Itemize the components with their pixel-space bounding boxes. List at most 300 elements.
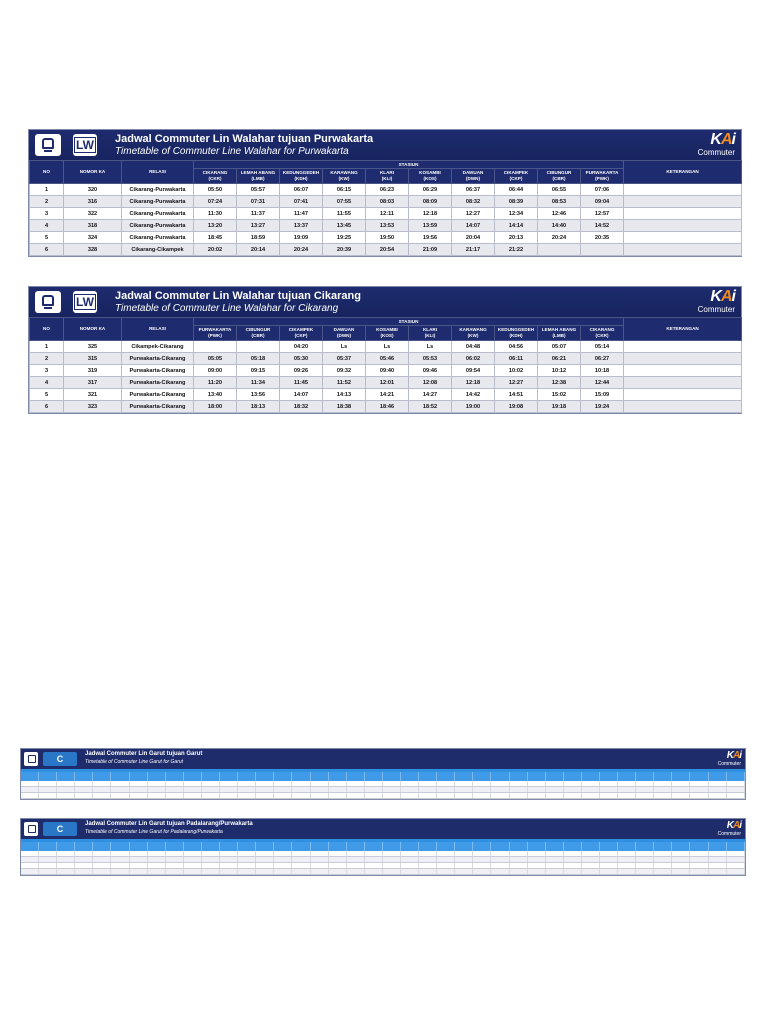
small-cell: [93, 787, 111, 792]
small-header-cell: [21, 772, 39, 781]
cell-time: 04:48: [452, 341, 495, 353]
cell-relasi: Purwakarta-Cikarang: [122, 365, 194, 377]
small-cell: [672, 793, 690, 798]
small-cell: [75, 781, 93, 786]
small-cell: [528, 793, 546, 798]
small-cell: [690, 869, 708, 874]
header-station: KEDUNGGEDEH (KDH): [495, 326, 538, 341]
small-cell: [220, 787, 238, 792]
cell-time: 14:52: [581, 220, 624, 232]
small-cell: [600, 857, 618, 862]
cell-time: Ls: [323, 341, 366, 353]
small-cell: [329, 793, 347, 798]
small-cell: [510, 863, 528, 868]
cell-time: 18:32: [280, 401, 323, 413]
small-cell: [39, 857, 57, 862]
cell-time: 19:08: [495, 401, 538, 413]
cell-time: 09:54: [452, 365, 495, 377]
small-cell: [727, 851, 745, 856]
small-cell: [528, 857, 546, 862]
small-cell: [75, 787, 93, 792]
small-cell: [111, 781, 129, 786]
small-header-cell: [546, 842, 564, 851]
cell-time: 06:44: [495, 184, 538, 196]
small-cell: [600, 793, 618, 798]
cell-no: 6: [30, 401, 64, 413]
small-cell: [419, 863, 437, 868]
small-cell: [347, 869, 365, 874]
header-station: CIBUNGUR (CBR): [237, 326, 280, 341]
small-cell: [383, 781, 401, 786]
cell-keterangan: [624, 220, 742, 232]
timetable-title: Jadwal Commuter Lin Walahar tujuan Cikarang: [115, 290, 361, 302]
cell-time: 13:37: [280, 220, 323, 232]
small-cell: [419, 851, 437, 856]
small-cell: [130, 787, 148, 792]
cell-relasi: Purwakarta-Cikarang: [122, 389, 194, 401]
small-header-cell: [93, 772, 111, 781]
cell-relasi: Cikarang-Purwakarta: [122, 196, 194, 208]
small-cell: [690, 781, 708, 786]
small-cell: [202, 781, 220, 786]
cell-time: 14:13: [323, 389, 366, 401]
small-cell: [618, 863, 636, 868]
small-header-cell: [184, 842, 202, 851]
cell-time: 13:20: [194, 220, 237, 232]
cell-nomor-ka: 319: [64, 365, 122, 377]
table-row: [30, 353, 742, 365]
small-cell: [582, 869, 600, 874]
small-cell: [130, 851, 148, 856]
small-cell: [654, 781, 672, 786]
small-cell: [39, 851, 57, 856]
cell-time: 12:18: [409, 208, 452, 220]
cell-time: 19:25: [323, 232, 366, 244]
small-cell: [618, 857, 636, 862]
small-cell: [184, 851, 202, 856]
small-header-cell: [455, 842, 473, 851]
small-header-cell: [618, 772, 636, 781]
cell-time: 13:53: [366, 220, 409, 232]
small-timetable-subtitle: Timetable of Commuter Line Garut for Padalarang/Purwakarta: [85, 829, 223, 835]
small-header-cell: [111, 842, 129, 851]
cell-time: 06:37: [452, 184, 495, 196]
cell-time: 19:00: [452, 401, 495, 413]
cell-time: 12:01: [366, 377, 409, 389]
header-station: DAWUAN (DWN): [452, 169, 495, 184]
small-cell: [292, 869, 310, 874]
header-station: CIKAMPEK (CKP): [495, 169, 538, 184]
small-cell: [311, 793, 329, 798]
small-cell: [491, 781, 509, 786]
cell-keterangan: [624, 184, 742, 196]
small-cell: [329, 857, 347, 862]
small-cell: [600, 863, 618, 868]
small-cell: [727, 787, 745, 792]
small-header-cell: [148, 842, 166, 851]
header-relasi: RELASI: [122, 161, 194, 184]
header-no: NO: [30, 161, 64, 184]
cell-time: 20:13: [495, 232, 538, 244]
small-cell: [256, 851, 274, 856]
timetable-subtitle: Timetable of Commuter Line Walahar for Cikarang: [115, 303, 339, 314]
small-header-row: [21, 772, 745, 781]
cell-no: 1: [30, 184, 64, 196]
cell-time: 12:57: [581, 208, 624, 220]
cell-keterangan: [624, 377, 742, 389]
small-cell: [202, 793, 220, 798]
small-cell: [564, 857, 582, 862]
cell-time: 04:56: [495, 341, 538, 353]
cell-time: [581, 244, 624, 256]
cell-time: 14:07: [280, 389, 323, 401]
cell-time: 11:55: [323, 208, 366, 220]
small-timetable-garut: [20, 748, 746, 800]
timetable-grid: [29, 317, 742, 413]
small-cell: [690, 857, 708, 862]
small-cell: [329, 787, 347, 792]
small-cell: [21, 857, 39, 862]
small-header-cell: [709, 842, 727, 851]
small-cell: [21, 851, 39, 856]
small-header-cell: [546, 772, 564, 781]
cell-nomor-ka: 328: [64, 244, 122, 256]
cell-nomor-ka: 322: [64, 208, 122, 220]
small-cell: [75, 793, 93, 798]
kai-commuter-logo: KAi Commuter: [697, 288, 735, 314]
small-cell: [636, 863, 654, 868]
small-cell: [39, 863, 57, 868]
small-cell: [510, 851, 528, 856]
small-cell: [220, 869, 238, 874]
small-cell: [274, 857, 292, 862]
small-cell: [347, 857, 365, 862]
small-timetable-padalarang: [20, 818, 746, 876]
header-station: PURWAKARTA (PWK): [194, 326, 237, 341]
small-header-cell: [184, 772, 202, 781]
cell-keterangan: [624, 365, 742, 377]
small-cell: [365, 851, 383, 856]
small-cell: [473, 781, 491, 786]
small-cell: [111, 851, 129, 856]
small-cell: [311, 781, 329, 786]
small-cell: [419, 787, 437, 792]
cell-time: 08:03: [366, 196, 409, 208]
cell-time: 20:24: [280, 244, 323, 256]
small-header-cell: [528, 842, 546, 851]
small-cell: [600, 851, 618, 856]
small-cell: [93, 781, 111, 786]
cell-time: 20:35: [581, 232, 624, 244]
small-cell: [274, 851, 292, 856]
kai-commuter-logo: KAi Commuter: [697, 131, 735, 157]
cell-time: 06:11: [495, 353, 538, 365]
small-cell: [256, 781, 274, 786]
cell-time: 08:39: [495, 196, 538, 208]
header-stasiun: STASIUN: [194, 318, 624, 326]
cell-time: 14:14: [495, 220, 538, 232]
cell-time: 12:11: [366, 208, 409, 220]
small-header-cell: [75, 772, 93, 781]
header-station: KARAWANG (KW): [323, 169, 366, 184]
cell-time: 09:15: [237, 365, 280, 377]
small-cell: [57, 781, 75, 786]
small-header-cell: [365, 772, 383, 781]
timetable-purwakarta: [28, 129, 742, 257]
small-cell: [672, 781, 690, 786]
cell-time: 09:46: [409, 365, 452, 377]
cell-nomor-ka: 317: [64, 377, 122, 389]
cell-time: 18:45: [194, 232, 237, 244]
small-cell: [473, 787, 491, 792]
small-cell: [546, 787, 564, 792]
small-cell: [220, 857, 238, 862]
small-header-cell: [329, 772, 347, 781]
small-cell: [21, 787, 39, 792]
small-cell: [365, 781, 383, 786]
cell-no: 2: [30, 353, 64, 365]
small-cell: [618, 793, 636, 798]
small-cell: [690, 787, 708, 792]
small-header-cell: [419, 842, 437, 851]
cell-time: 18:13: [237, 401, 280, 413]
small-cell: [546, 851, 564, 856]
small-cell: [564, 793, 582, 798]
cell-time: 18:00: [194, 401, 237, 413]
small-header-cell: [455, 772, 473, 781]
small-header-cell: [600, 842, 618, 851]
cell-time: 15:02: [538, 389, 581, 401]
cell-time: 05:57: [237, 184, 280, 196]
small-header-cell: [292, 772, 310, 781]
small-cell: [528, 869, 546, 874]
small-cell: [166, 793, 184, 798]
small-cell: [311, 787, 329, 792]
header-nomor-ka: NOMOR KA: [64, 161, 122, 184]
cell-time: 12:27: [495, 377, 538, 389]
small-cell: [21, 793, 39, 798]
cell-relasi: Purwakarta-Cikarang: [122, 377, 194, 389]
cell-keterangan: [624, 353, 742, 365]
small-header-cell: [148, 772, 166, 781]
small-cell: [455, 787, 473, 792]
small-timetable-header: [21, 749, 745, 769]
small-header-cell: [618, 842, 636, 851]
cell-time: 07:31: [237, 196, 280, 208]
small-cell: [636, 787, 654, 792]
small-cell: [256, 863, 274, 868]
cell-relasi: Cikarang-Purwakarta: [122, 208, 194, 220]
header-station: LEMAH ABANG (LMB): [237, 169, 280, 184]
header-keterangan: KETERANGAN: [624, 318, 742, 341]
cell-time: 08:53: [538, 196, 581, 208]
small-cell: [600, 781, 618, 786]
table-row: [21, 869, 745, 875]
small-cell: [238, 863, 256, 868]
cell-time: 20:24: [538, 232, 581, 244]
small-cell: [184, 857, 202, 862]
small-header-cell: [600, 772, 618, 781]
timetable-header: [29, 130, 741, 160]
cell-time: 20:54: [366, 244, 409, 256]
cell-time: 14:27: [409, 389, 452, 401]
cell-keterangan: [624, 208, 742, 220]
small-cell: [202, 851, 220, 856]
cell-time: 13:45: [323, 220, 366, 232]
small-cell: [238, 787, 256, 792]
cell-relasi: Purwakarta-Cikarang: [122, 401, 194, 413]
small-cell: [636, 793, 654, 798]
small-header-row: [21, 842, 745, 851]
small-cell: [455, 781, 473, 786]
small-header-cell: [727, 842, 745, 851]
table-row: [30, 341, 742, 353]
small-cell: [274, 781, 292, 786]
small-cell: [166, 781, 184, 786]
small-header-cell: [311, 772, 329, 781]
small-cell: [582, 787, 600, 792]
small-cell: [383, 857, 401, 862]
header-station: CIKARANG (CKR): [581, 326, 624, 341]
cell-time: 19:56: [409, 232, 452, 244]
small-header-cell: [528, 772, 546, 781]
cell-time: 12:34: [495, 208, 538, 220]
cell-time: 09:04: [581, 196, 624, 208]
cell-time: 20:04: [452, 232, 495, 244]
small-cell: [383, 851, 401, 856]
small-cell: [727, 781, 745, 786]
small-header-cell: [130, 842, 148, 851]
cell-no: 5: [30, 389, 64, 401]
small-cell: [727, 793, 745, 798]
cell-time: 06:07: [280, 184, 323, 196]
timetable-grid: [29, 160, 742, 256]
small-timetable-header: [21, 819, 745, 839]
small-cell: [437, 851, 455, 856]
small-cell: [709, 851, 727, 856]
small-cell: [111, 863, 129, 868]
small-cell: [401, 787, 419, 792]
small-header-cell: [347, 772, 365, 781]
small-cell: [202, 787, 220, 792]
line-badge: LW: [73, 291, 97, 313]
small-cell: [618, 851, 636, 856]
small-cell: [148, 781, 166, 786]
table-row: [30, 232, 742, 244]
table-row: [30, 389, 742, 401]
small-cell: [672, 869, 690, 874]
line-badge: C: [43, 822, 77, 836]
small-cell: [510, 857, 528, 862]
small-cell: [292, 787, 310, 792]
small-header-cell: [672, 772, 690, 781]
cell-time: 11:52: [323, 377, 366, 389]
header-station: CIKARANG (CKR): [194, 169, 237, 184]
cell-time: 09:32: [323, 365, 366, 377]
cell-time: 14:42: [452, 389, 495, 401]
small-cell: [564, 869, 582, 874]
header-station: KLARI (KLI): [366, 169, 409, 184]
small-cell: [39, 787, 57, 792]
small-cell: [582, 857, 600, 862]
small-header-cell: [57, 842, 75, 851]
train-icon: [35, 134, 61, 156]
header-station: CIBUNGUR (CBR): [538, 169, 581, 184]
cell-time: [237, 341, 280, 353]
cell-time: 06:02: [452, 353, 495, 365]
small-header-cell: [582, 842, 600, 851]
train-icon: [24, 752, 38, 766]
header-station: LEMAH ABANG (LMB): [538, 326, 581, 341]
small-cell: [654, 869, 672, 874]
small-header-cell: [473, 842, 491, 851]
small-cell: [57, 787, 75, 792]
cell-time: 12:46: [538, 208, 581, 220]
small-cell: [111, 793, 129, 798]
small-cell: [238, 781, 256, 786]
cell-time: 19:09: [280, 232, 323, 244]
small-header-cell: [437, 842, 455, 851]
small-cell: [473, 857, 491, 862]
small-cell: [57, 869, 75, 874]
small-header-cell: [347, 842, 365, 851]
small-header-cell: [437, 772, 455, 781]
cell-time: [194, 341, 237, 353]
small-cell: [57, 857, 75, 862]
small-header-cell: [329, 842, 347, 851]
cell-time: 08:32: [452, 196, 495, 208]
cell-no: 6: [30, 244, 64, 256]
header-stasiun: STASIUN: [194, 161, 624, 169]
small-cell: [401, 851, 419, 856]
header-station: KEDUNGGEDEH (KDH): [280, 169, 323, 184]
small-cell: [654, 863, 672, 868]
small-cell: [654, 851, 672, 856]
cell-nomor-ka: 316: [64, 196, 122, 208]
small-cell: [57, 793, 75, 798]
small-header-cell: [39, 772, 57, 781]
small-cell: [39, 869, 57, 874]
small-cell: [311, 851, 329, 856]
small-cell: [654, 787, 672, 792]
cell-keterangan: [624, 401, 742, 413]
small-cell: [419, 781, 437, 786]
cell-time: 18:59: [237, 232, 280, 244]
cell-time: 13:40: [194, 389, 237, 401]
small-cell: [564, 863, 582, 868]
header-keterangan: KETERANGAN: [624, 161, 742, 184]
small-cell: [437, 793, 455, 798]
small-cell: [401, 781, 419, 786]
small-header-cell: [256, 772, 274, 781]
cell-time: 05:37: [323, 353, 366, 365]
small-header-cell: [130, 772, 148, 781]
table-row: [30, 184, 742, 196]
small-cell: [582, 793, 600, 798]
small-header-cell: [274, 842, 292, 851]
small-cell: [491, 787, 509, 792]
cell-nomor-ka: 318: [64, 220, 122, 232]
small-cell: [419, 857, 437, 862]
table-row: [21, 793, 745, 799]
small-cell: [21, 781, 39, 786]
small-cell: [419, 869, 437, 874]
small-header-cell: [510, 772, 528, 781]
cell-time: 19:24: [581, 401, 624, 413]
line-badge: LW: [73, 134, 97, 156]
small-cell: [709, 857, 727, 862]
header-station: KLARI (KLI): [409, 326, 452, 341]
